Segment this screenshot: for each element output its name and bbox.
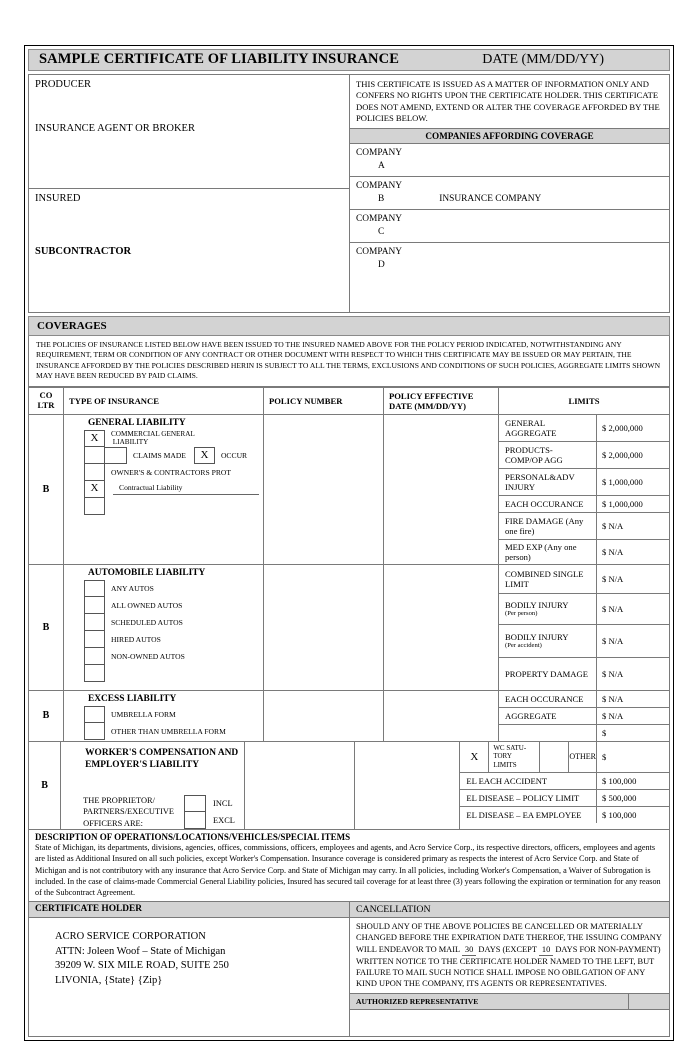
limit-row (499, 658, 669, 690)
limit-row (499, 540, 669, 564)
limit-row (499, 442, 669, 469)
limit-value: $ 2,000,000 (602, 449, 643, 460)
wc-line2: TORY (493, 752, 512, 761)
certificate-document (24, 45, 674, 1041)
limit-value: $ N/A (602, 546, 624, 557)
limit-label-main: BODILY INJURY (505, 599, 569, 610)
limit-label (499, 625, 597, 657)
limit-value: $ N/A (602, 668, 624, 679)
limit-value: $ N/A (602, 573, 624, 584)
label-all-owned-autos: ALL OWNED AUTOS (111, 600, 183, 610)
label-wc-statutory-limits (489, 742, 540, 772)
coverages-header: COVERAGES (28, 316, 670, 336)
claims-made-extra-box (105, 447, 127, 464)
limit-label: PRODUCTS-COMP/OP AGG (499, 442, 597, 468)
checkbox-non-owned-autos[interactable] (84, 648, 105, 665)
limit-label: EL EACH ACCIDENT (460, 773, 597, 789)
limit-label-sub: (Per accident) (505, 641, 542, 649)
cancellation-part1: SHOULD ANY OF THE ABOVE POLICIES BE CANCELLED OR MATERIALLY CHANGED BEFORE THE EXPIRATION DATE THEREOF, THE ISSUING COMPANY WILL ENDEAVOR TO MAIL (356, 922, 662, 954)
limit-value: $ 1,000,000 (602, 498, 643, 509)
authorized-representative-corner (629, 994, 669, 1009)
page-title: SAMPLE CERTIFICATE OF LIABILITY INSURANCE (39, 51, 399, 67)
wc-blank-box[interactable] (540, 742, 569, 772)
limit-value: $ N/A (602, 520, 624, 531)
label-commercial-general-liability: COMMERCIAL GENERAL LIABILITY (111, 429, 195, 447)
column-header-effective-date (384, 388, 499, 414)
gl-effective-date[interactable] (384, 415, 499, 564)
wc-co-ltr: B (29, 742, 61, 830)
column-header-co-ltr (29, 388, 64, 414)
address-line-1: ACRO SERVICE CORPORATION (55, 931, 206, 943)
label-occur: OCCUR (220, 450, 248, 460)
prop-line1: THE PROPRIETOR/ (83, 795, 155, 805)
limit-value: $ N/A (602, 603, 624, 614)
cancellation-text (350, 918, 669, 993)
column-header-type: TYPE OF INSURANCE (64, 388, 264, 414)
authorized-representative-label: AUTHORIZED REPRESENTATIVE (350, 994, 629, 1009)
limit-label-main: BODILY INJURY (505, 631, 569, 642)
checkbox-other-than-umbrella-form[interactable] (84, 723, 105, 740)
company-c-letter: C (378, 226, 385, 237)
label-any-autos: ANY AUTOS (111, 583, 154, 593)
cancellation-days-1[interactable]: 30 (462, 944, 476, 956)
auto-effective-date[interactable] (384, 565, 499, 690)
checkbox-hired-autos[interactable] (84, 631, 105, 648)
eff-line2: DATE (MM/DD/YY) (389, 400, 466, 411)
checkbox-auto-blank[interactable] (84, 665, 105, 682)
checkbox-owners-contractors-prot[interactable] (84, 464, 105, 481)
wc-policy-number[interactable] (245, 742, 355, 830)
label-hired-autos: HIRED AUTOS (111, 634, 161, 644)
limit-row (499, 513, 669, 540)
limit-value: $ N/A (602, 693, 624, 704)
wc-effective-date[interactable] (355, 742, 461, 830)
company-b-label: COMPANY (356, 181, 403, 191)
section-excess-liability (29, 691, 669, 742)
excess-co-ltr: B (29, 691, 64, 741)
limit-label: EACH OCCURANCE (499, 691, 597, 707)
date-label: DATE (MM/DD/YY) (482, 51, 604, 67)
eff-line1: POLICY EFFECTIVE (389, 390, 474, 401)
wc-line3: LIMITS (493, 760, 517, 769)
column-header-limits: LIMITS (568, 395, 600, 406)
limit-row (499, 469, 669, 496)
producer-companies-block (28, 74, 670, 313)
wc-title-line2: EMPLOYER'S LIABILITY (85, 759, 199, 770)
column-header-policy-number: POLICY NUMBER (264, 388, 384, 414)
checkbox-contractual-liability[interactable]: X (84, 481, 105, 498)
prop-line2: PARTNERS/EXECUTIVE (83, 807, 175, 817)
limit-row (499, 594, 669, 625)
companies-column (350, 75, 669, 312)
certificate-holder-address (29, 918, 350, 1036)
limit-label: EL DISEASE – EA EMPLOYEE (460, 807, 597, 823)
limit-label (499, 658, 597, 690)
checkbox-incl[interactable] (184, 795, 206, 812)
wc-title-line1: WORKER'S COMPENSATION AND (85, 747, 239, 758)
company-row-b (350, 177, 669, 210)
limit-row (499, 708, 669, 725)
limit-row (499, 725, 669, 741)
label-excl: EXCL (213, 815, 235, 825)
limit-row (499, 625, 669, 658)
label-umbrella-form: UMBRELLA FORM (111, 709, 176, 719)
checkbox-excl[interactable] (184, 812, 206, 829)
auto-title: AUTOMOBILE LIABILITY (88, 567, 206, 578)
signature-space[interactable] (350, 1010, 669, 1036)
company-row-c (350, 210, 669, 243)
prop-line3: OFFICERS ARE: (83, 818, 143, 828)
cancellation-part3: DAYS FOR NON-PAYMENT) WRITTEN NOTICE TO THE CERTIFICATE HOLDER NAMED TO THE LEFT, BUT FAILURE TO MAIL SUCH NOTICE SHALL IMPOSE NO OBILGATION OF ANY KIND UPON THE COMPANY, ITS AGENTS OR REPRESENTATIVES. (356, 944, 661, 989)
certificate-holder-header: CERTIFICATE HOLDER (29, 902, 350, 917)
disclaimer-text: THIS CERTIFICATE IS ISSUED AS A MATTER OF INFORMATION ONLY AND CONFERS NO RIGHTS UPON THE CERTIFICATE HOLDER. THIS CERTIFICATE DOES NOT AMEND, EXTEND OR ALTER THE COVERAGE AFFORDED BY THE POLICIES BELOW. (356, 79, 660, 124)
limit-value: $ N/A (602, 710, 624, 721)
companies-affording-header: COMPANIES AFFORDING COVERAGE (350, 128, 669, 144)
cancellation-column (350, 918, 669, 1036)
address-line-4: LIVONIA, {State} {Zip} (55, 974, 163, 986)
auto-limits (499, 565, 669, 690)
limit-label: AGGREGATE (499, 708, 597, 724)
producer-label: PRODUCER (35, 79, 92, 90)
checkbox-claims-made[interactable] (84, 447, 105, 464)
company-b-name: INSURANCE COMPANY (439, 193, 542, 204)
limit-value: $ 100,000 (602, 775, 637, 786)
company-d-label: COMPANY (356, 247, 403, 257)
checkbox-umbrella-form[interactable] (84, 706, 105, 723)
checkbox-any-autos[interactable] (84, 580, 105, 597)
insured-label: INSURED (29, 188, 349, 228)
label-owners-contractors-prot: OWNER'S & CONTRACTORS PROT (111, 467, 232, 477)
limit-row (499, 496, 669, 513)
company-a-label: COMPANY (356, 148, 403, 158)
co-ltr-line1: CO (39, 390, 53, 401)
limit-row (499, 415, 669, 442)
limit-row (460, 773, 669, 790)
wc-statutory-inner (460, 742, 597, 772)
checkbox-occur[interactable]: X (194, 447, 215, 464)
holder-cancellation-body (29, 918, 669, 1036)
gl-title: GENERAL LIABILITY (88, 417, 186, 428)
cancellation-days-2[interactable]: 10 (539, 944, 553, 956)
limit-value: $ N/A (602, 635, 624, 646)
gl-policy-number[interactable] (264, 415, 384, 564)
wc-limits (460, 742, 669, 830)
company-row-a (350, 144, 669, 177)
wc-proprietor-label (83, 795, 174, 830)
label-scheduled-autos: SCHEDULED AUTOS (111, 617, 183, 627)
section-workers-compensation (29, 742, 669, 830)
checkbox-commercial-general-liability[interactable]: X (84, 430, 105, 447)
producer-column (29, 75, 350, 312)
limit-row (460, 790, 669, 807)
address-line-2: ATTN: Joleen Woof – State of Michigan (55, 945, 226, 957)
limit-label-main: PROPERTY DAMAGE (505, 668, 588, 679)
limit-label: EL DISEASE – POLICY LIMIT (460, 790, 597, 806)
coverage-table-header (29, 388, 669, 415)
limit-value: $ 2,000,000 (602, 422, 643, 433)
authorized-representative-bar (350, 993, 669, 1010)
holder-cancellation-block (28, 902, 670, 1037)
label-incl: INCL (213, 798, 233, 808)
wc-type-cell (61, 742, 244, 830)
company-row-d (350, 243, 669, 275)
auto-type-cell (64, 565, 264, 690)
holder-cancellation-headers (29, 902, 669, 918)
limit-label-sub: (Per person) (505, 609, 538, 617)
checkbox-wc-statutory[interactable]: X (460, 742, 489, 772)
co-ltr-line2: LTR (37, 399, 55, 410)
excess-type-cell (64, 691, 264, 741)
label-other: OTHER (569, 742, 597, 772)
limit-label: FIRE DAMAGE (Any one fire) (499, 513, 597, 539)
limit-value: $ (602, 727, 607, 738)
description-block (28, 830, 670, 902)
limit-value: $ 100,000 (602, 809, 637, 820)
insurance-agent-label: INSURANCE AGENT OR BROKER (35, 123, 195, 134)
section-general-liability (29, 415, 669, 565)
auto-policy-number[interactable] (264, 565, 384, 690)
wc-title (61, 742, 243, 773)
wc-proprietor-block (61, 795, 243, 830)
wc-statutory-row (460, 742, 669, 773)
auto-co-ltr: B (29, 565, 64, 690)
excess-limits (499, 691, 669, 741)
limit-label (499, 565, 597, 593)
section-automobile-liability (29, 565, 669, 691)
limit-label: EACH OCCURANCE (499, 496, 597, 512)
label-other-than-umbrella-form: OTHER THAN UMBRELLA FORM (111, 726, 226, 736)
description-body: State of Michigan, its departments, divisions, agencies, offices, commissions, officers, employees and agents, and Acro Service Corp., its respective directors, officers, employees and agents are listed as Additional Insured on all such policies, except Worker's Compensation. Insurance coverage is considered primary as respects the interest of Acro Service Corp. and State of Michigan and is not contributory with any insurance that Acro Service Corp. and State of Michigan may carry. In all policies, including Worker's Compensation, a Waiver of Subrogation is included. In the case of claims-made Commercial General Liability policies, Insured has secured tail coverage for at least three (3) years following the expiration or termination for any reason of the Subcontract Agreement. (35, 843, 661, 897)
limit-value: $ 500,000 (602, 792, 637, 803)
excess-title: EXCESS LIABILITY (88, 693, 177, 704)
excess-effective-date[interactable] (384, 691, 499, 741)
coverage-table (28, 387, 670, 831)
label-non-owned-autos: NON-OWNED AUTOS (111, 651, 185, 661)
subcontractor-label: SUBCONTRACTOR (35, 246, 132, 257)
limit-label-main: COMBINED SINGLE LIMIT (505, 568, 584, 589)
company-c-label: COMPANY (356, 214, 403, 224)
gl-type-cell (64, 415, 264, 564)
company-d-letter: D (378, 259, 385, 270)
description-header: DESCRIPTION OF OPERATIONS/LOCATIONS/VEHICLES/SPECIAL ITEMS (35, 832, 351, 843)
certificate-title-bar (28, 49, 670, 71)
limit-row (460, 807, 669, 823)
cancellation-header: CANCELLATION (356, 904, 431, 916)
coverages-paragraph: THE POLICIES OF INSURANCE LISTED BELOW HAVE BEEN ISSUED TO THE INSURED NAMED ABOVE FOR THE POLICY PERIOD INDICATED, NOTWITHSTANDING ANY REQUIREMENT, TERM OR CONDITION OF ANY CONTRACT OR OTHER DOCUMENT WITH RESPECT TO WHICH THIS CERTIFICATE MAY BE ISSUED OR MAY PERTAIN, THE INSURANCE AFFORDED BY THE POLICIES DESCRIBED HERIN IS SUBJECT TO ALL THE TERMS, EXCLUSIONS AND CONDITIONS OF SUCH POLICIES, AGGREGATE LIMITS SHOWN MAY HAVE BEEN REDUCED BY PAID CLAIMS. (28, 336, 670, 387)
cancellation-part2: DAYS (EXCEPT (478, 944, 537, 954)
limit-row (499, 691, 669, 708)
checkbox-gl-blank[interactable] (84, 498, 105, 515)
gl-co-ltr: B (29, 415, 64, 564)
company-b-letter: B (378, 193, 385, 204)
limit-label: MED EXP (Any one person) (499, 540, 597, 564)
label-contractual-liability: Contractual Liability (113, 483, 259, 495)
wc-other-value: $ (602, 751, 607, 762)
checkbox-all-owned-autos[interactable] (84, 597, 105, 614)
limit-label: GENERAL AGGREGATE (499, 415, 597, 441)
address-line-3: 39209 W. SIX MILE ROAD, SUITE 250 (55, 960, 229, 972)
gl-limits (499, 415, 669, 564)
checkbox-scheduled-autos[interactable] (84, 614, 105, 631)
company-a-letter: A (378, 160, 385, 171)
limit-label (499, 725, 597, 741)
limit-row (499, 565, 669, 594)
wc-line1: WC SATU- (493, 744, 527, 753)
limit-label (499, 594, 597, 624)
label-claims-made: CLAIMS MADE (133, 450, 186, 460)
excess-policy-number[interactable] (264, 691, 384, 741)
limit-label: PERSONAL&ADV INJURY (499, 469, 597, 495)
limit-value: $ 1,000,000 (602, 476, 643, 487)
